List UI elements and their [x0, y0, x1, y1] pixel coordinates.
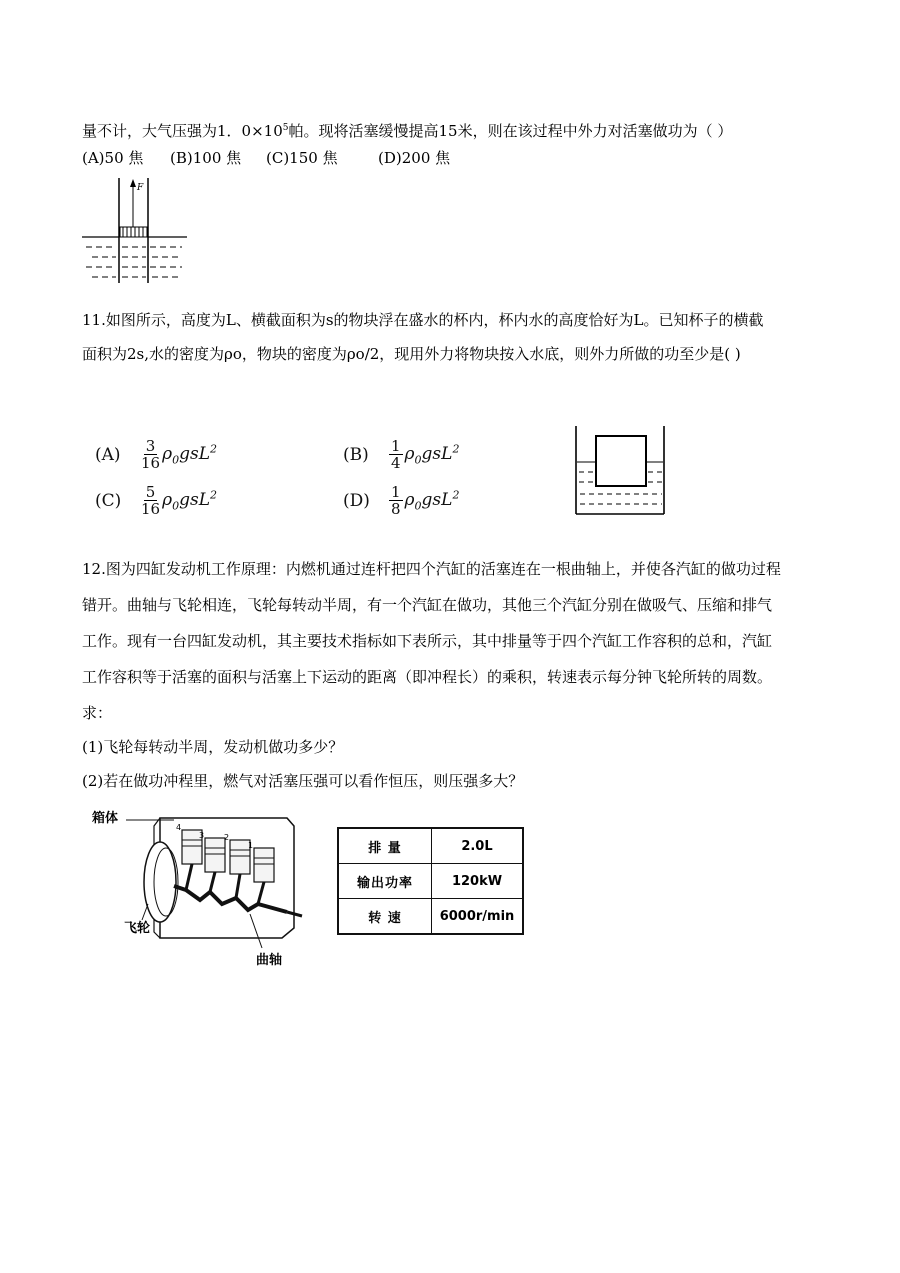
- q12-stem-line1: 12.图为四缸发动机工作原理：内燃机通过连杆把四个汽缸的活塞连在一根曲轴上，并使各汽缸的做功过程: [82, 560, 781, 578]
- q12-stem-line2: 错开。曲轴与飞轮相连，飞轮每转动半周，有一个汽缸在做功，其他三个汽缸分别在做吸气、压缩和排气: [82, 596, 773, 614]
- spec-key: 输出功率: [338, 864, 432, 899]
- engine-spec-table: [337, 827, 524, 935]
- q11-option-a: (A) $\frac{3}{16}$ $\rho_0gsL^2$: [95, 437, 217, 472]
- label-box: 箱体: [92, 811, 119, 826]
- spec-key: 转 速: [338, 899, 432, 935]
- q10-option-c: (C)150 焦: [266, 149, 338, 167]
- q11-stem-line2: 面积为2s,水的密度为ρo，物块的密度为ρo/2，现用外力将物块按入水底，则外力所做的功至少是( ): [82, 345, 741, 363]
- q10-option-b: (B)100 焦: [170, 149, 242, 167]
- table-row: [338, 828, 523, 864]
- q12-stem-line5: 求：: [82, 704, 113, 722]
- q12-stem-line3: 工作。现有一台四缸发动机，其主要技术指标如下表所示，其中排量等于四个汽缸工作容积的总和，汽缸: [82, 632, 773, 650]
- spec-value: 6000r/min: [432, 899, 524, 935]
- q10-option-a: (A)50 焦: [82, 149, 144, 167]
- q11-figure: [572, 424, 672, 520]
- cylinder-number-2: 2: [224, 833, 230, 842]
- spec-value: 120kW: [432, 864, 524, 899]
- cylinder-number-1: 1: [248, 841, 254, 850]
- q11-stem-line1: 11.如图所示，高度为L、横截面积为s的物块浮在盛水的杯内，杯内水的高度恰好为L。已知杯子的横截: [82, 311, 764, 329]
- force-label: F: [137, 183, 144, 193]
- q12-subquestion-1: (1)飞轮每转动半周，发动机做功多少？: [82, 738, 344, 756]
- cylinder-number-3: 3: [199, 831, 205, 840]
- spec-key: 排 量: [338, 828, 432, 864]
- q11-option-c: (C) $\frac{5}{16}$ $\rho_0gsL^2$: [95, 483, 217, 518]
- q10-option-d: (D)200 焦: [378, 149, 451, 167]
- engine-figure: [82, 800, 322, 972]
- q11-option-d: (D) $\frac{1}{8}$ $\rho_0gsL^2$: [343, 483, 460, 518]
- label-flywheel: 飞轮: [124, 921, 151, 936]
- q10-figure: [82, 175, 192, 287]
- q10-stem: 量不计，大气压强为1．$0\times 10^5$帕。现将活塞缓慢提高15米，则在该过程中外力对活塞做功为（ ）: [82, 122, 733, 140]
- q11-option-b: (B) $\frac{1}{4}$ $\rho_0gsL^2$: [343, 437, 460, 472]
- spec-value: 2.0L: [432, 828, 524, 864]
- label-crankshaft: 曲轴: [256, 953, 283, 968]
- q12-subquestion-2: (2)若在做功冲程里，燃气对活塞压强可以看作恒压，则压强多大？: [82, 772, 524, 790]
- table-row: [338, 864, 523, 899]
- cylinder-number-4: 4: [176, 823, 182, 832]
- q12-stem-line4: 工作容积等于活塞的面积与活塞上下运动的距离（即冲程长）的乘积，转速表示每分钟飞轮所转的周数。: [82, 668, 773, 686]
- table-row: [338, 899, 523, 935]
- q10-options: [82, 148, 450, 168]
